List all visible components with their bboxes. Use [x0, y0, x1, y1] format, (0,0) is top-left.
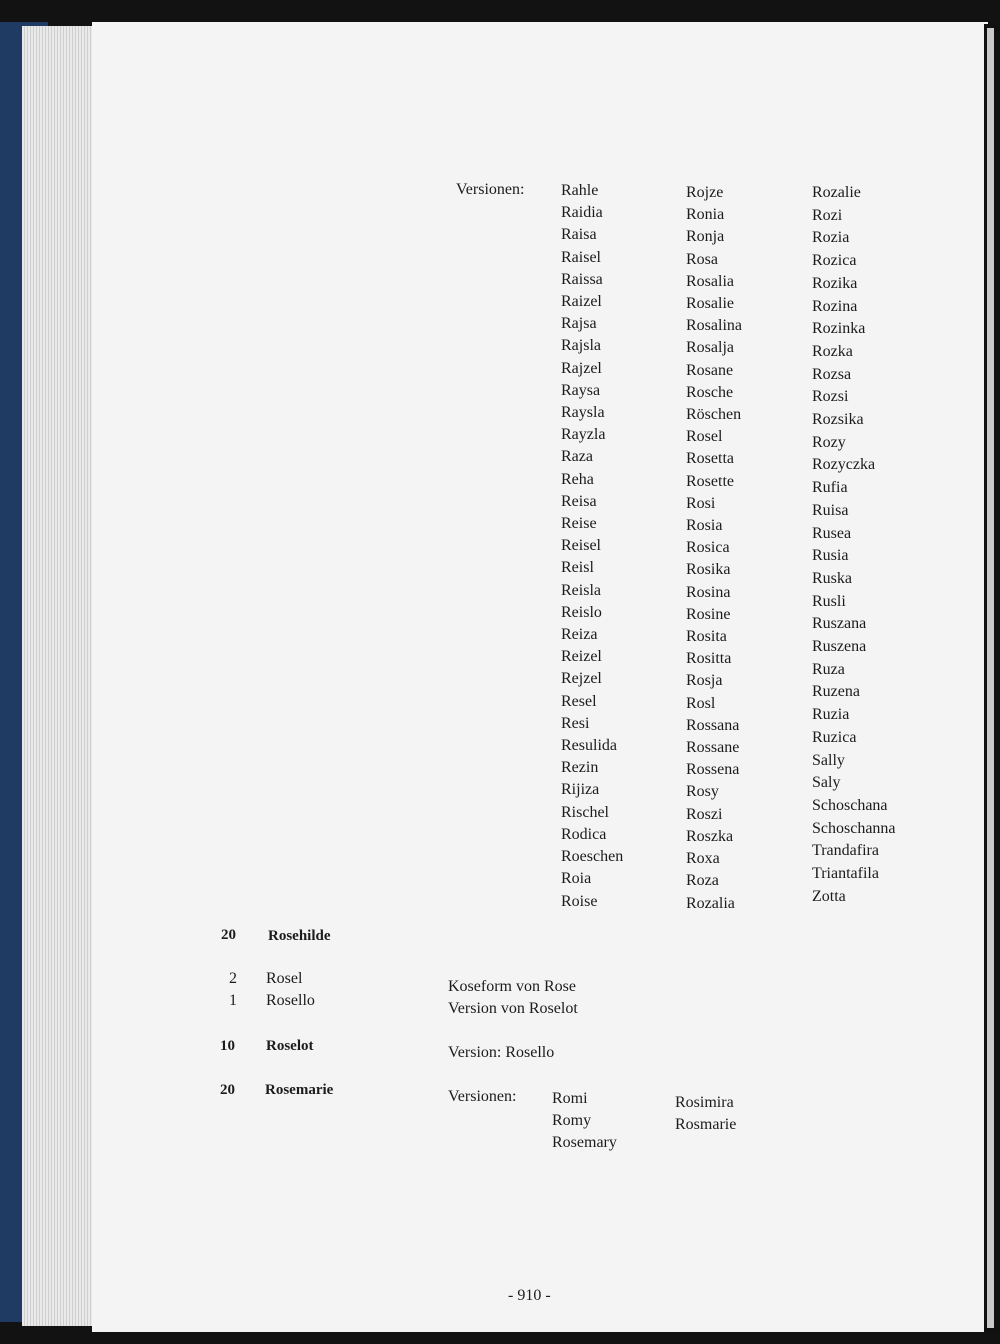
- name-variant: Rayzla: [561, 426, 606, 444]
- name-variant: Rojze: [686, 184, 724, 201]
- name-variant: Ronia: [686, 206, 725, 224]
- name-variant: Trandafira: [812, 842, 879, 860]
- name-variant: Rufia: [812, 479, 848, 497]
- name-variant: Reisla: [561, 581, 601, 599]
- name-variant: Rozy: [812, 433, 846, 451]
- name-variant: Rosalina: [686, 317, 742, 335]
- name-variant: Rozsa: [812, 365, 852, 383]
- name-variant: Raza: [561, 448, 593, 466]
- name-variant: Ruisa: [812, 501, 849, 519]
- rosemarie-versions-column-1: [552, 1088, 617, 1155]
- name-variant: Resulida: [561, 737, 617, 755]
- name-variant: Raysa: [561, 381, 601, 399]
- name-variant: Raissa: [561, 270, 603, 288]
- name-variant: Rosalia: [686, 272, 734, 290]
- rosemarie-version: Romy: [552, 1112, 592, 1130]
- name-variant: Roise: [561, 892, 598, 910]
- name-variant: Zotta: [812, 887, 846, 905]
- name-variant: Rosche: [686, 383, 734, 401]
- name-variant: Resel: [561, 692, 597, 710]
- name-variant: Ruszana: [812, 615, 867, 633]
- name-variant: Rusia: [812, 547, 849, 565]
- name-variant: Rosi: [686, 494, 716, 512]
- name-variant: Rozica: [812, 252, 857, 270]
- name-variant: Roxa: [686, 850, 720, 868]
- name-variant: Raizel: [561, 293, 602, 311]
- name-variant: Rajsa: [561, 315, 597, 333]
- version-list-column-3: [812, 182, 896, 909]
- name-variant: Rosette: [686, 472, 734, 490]
- name-variant: Rosane: [686, 361, 734, 379]
- name-variant: Rozka: [812, 342, 853, 360]
- rosemarie-version: Rosmarie: [675, 1116, 737, 1134]
- name-variant: Reha: [561, 470, 594, 488]
- name-variant: Schoschanna: [812, 819, 896, 837]
- name-variant: Reiza: [561, 626, 598, 644]
- name-variant: Ruszena: [812, 638, 867, 656]
- name-variant: Ruzica: [812, 728, 857, 746]
- entry-count-roselot: 10: [220, 1038, 235, 1054]
- name-variant: Rosita: [686, 628, 727, 646]
- rosemarie-version: Rosemary: [552, 1134, 617, 1152]
- name-variant: Reisa: [561, 492, 597, 510]
- version-list-column-1: [561, 180, 623, 913]
- entry-note-rosello: Version von Roselot: [448, 1000, 578, 1017]
- name-variant: Rositta: [686, 650, 732, 668]
- name-variant: Rosine: [686, 605, 731, 623]
- name-variant: Reise: [561, 515, 597, 533]
- name-variant: Rossena: [686, 761, 740, 779]
- name-variant: Rosica: [686, 539, 730, 557]
- entry-count-rosehilde: 20: [221, 927, 236, 943]
- name-variant: Ronja: [686, 228, 725, 246]
- name-variant: Raidia: [561, 204, 603, 222]
- rosemarie-version: Romi: [552, 1090, 588, 1107]
- name-variant: Rosia: [686, 517, 723, 535]
- name-variant: Reisel: [561, 537, 601, 555]
- entry-name-rosel: Rosel: [266, 970, 303, 987]
- name-variant: Ruzena: [812, 683, 860, 701]
- name-variant: Reisl: [561, 559, 594, 577]
- entry-count-rosello: 1: [229, 992, 237, 1009]
- name-variant: Rajzel: [561, 359, 602, 377]
- name-variant: Rosina: [686, 583, 731, 601]
- name-variant: Schoschana: [812, 796, 888, 814]
- entry-label-rosemarie: Versionen:: [448, 1088, 517, 1105]
- name-variant: Raisel: [561, 248, 601, 266]
- name-variant: Roszka: [686, 827, 734, 845]
- entry-name-rosemarie: Rosemarie: [265, 1082, 334, 1098]
- name-variant: Saly: [812, 774, 841, 792]
- name-variant: Rozi: [812, 206, 843, 224]
- name-variant: Triantafila: [812, 865, 879, 883]
- name-variant: Raisa: [561, 226, 597, 244]
- name-variant: Rozika: [812, 274, 858, 292]
- name-variant: Rahle: [561, 182, 599, 199]
- name-variant: Rozina: [812, 297, 858, 315]
- entry-note-rosel: Koseform von Rose: [448, 978, 576, 995]
- name-variant: Resi: [561, 714, 590, 732]
- name-variant: Ruzia: [812, 706, 850, 724]
- name-variant: Rozyczka: [812, 456, 876, 474]
- name-variant: Rosja: [686, 672, 723, 690]
- rosemarie-version: Rosimira: [675, 1094, 734, 1111]
- name-variant: Sally: [812, 751, 845, 769]
- name-variant: Rejzel: [561, 670, 602, 688]
- page-stack-edge: [22, 26, 102, 1326]
- name-variant: Rusea: [812, 524, 852, 542]
- entry-count-rosemarie: 20: [220, 1082, 235, 1098]
- name-variant: Rozalia: [686, 894, 735, 912]
- name-variant: Rozalie: [812, 184, 861, 201]
- name-variant: Rosy: [686, 783, 719, 801]
- rosemarie-versions-column-2: [675, 1092, 736, 1136]
- entry-name-roselot: Roselot: [266, 1038, 314, 1054]
- entry-count-rosel: 2: [229, 970, 237, 987]
- entry-name-rosello: Rosello: [266, 992, 315, 1009]
- name-variant: Rosa: [686, 250, 718, 268]
- name-variant: Rosika: [686, 561, 731, 579]
- name-variant: Rajsla: [561, 337, 601, 355]
- name-variant: Roia: [561, 870, 592, 888]
- name-variant: Rosetta: [686, 450, 734, 468]
- name-variant: Rodica: [561, 825, 607, 843]
- name-variant: Rosalja: [686, 339, 734, 357]
- version-list-column-2: [686, 182, 742, 915]
- name-variant: Rischel: [561, 803, 609, 821]
- name-variant: Rosalie: [686, 295, 734, 313]
- next-page-strip: [987, 28, 994, 1328]
- name-variant: Ruza: [812, 660, 845, 678]
- name-variant: Rozinka: [812, 320, 866, 338]
- name-variant: Rijiza: [561, 781, 600, 799]
- page-number: - 910 -: [508, 1287, 551, 1304]
- name-variant: Rozsika: [812, 411, 864, 429]
- versions-label: Versionen:: [456, 181, 525, 198]
- name-variant: Rusli: [812, 592, 846, 610]
- name-variant: Rozia: [812, 229, 850, 247]
- entry-note-roselot: Version: Rosello: [448, 1044, 555, 1061]
- name-variant: Roszi: [686, 805, 723, 823]
- name-variant: Reislo: [561, 603, 602, 621]
- name-variant: Ruska: [812, 569, 852, 587]
- name-variant: Rozsi: [812, 388, 849, 406]
- name-variant: Rosel: [686, 428, 723, 446]
- name-variant: Rossana: [686, 716, 740, 734]
- name-variant: Rossane: [686, 739, 740, 757]
- name-variant: Roza: [686, 872, 719, 890]
- name-variant: Raysla: [561, 404, 605, 422]
- name-variant: Reizel: [561, 648, 602, 666]
- name-variant: Rosl: [686, 694, 716, 712]
- name-variant: Roeschen: [561, 848, 624, 866]
- name-variant: Rezin: [561, 759, 599, 777]
- name-variant: Röschen: [686, 406, 742, 424]
- entry-name-rosehilde: Rosehilde: [268, 928, 331, 944]
